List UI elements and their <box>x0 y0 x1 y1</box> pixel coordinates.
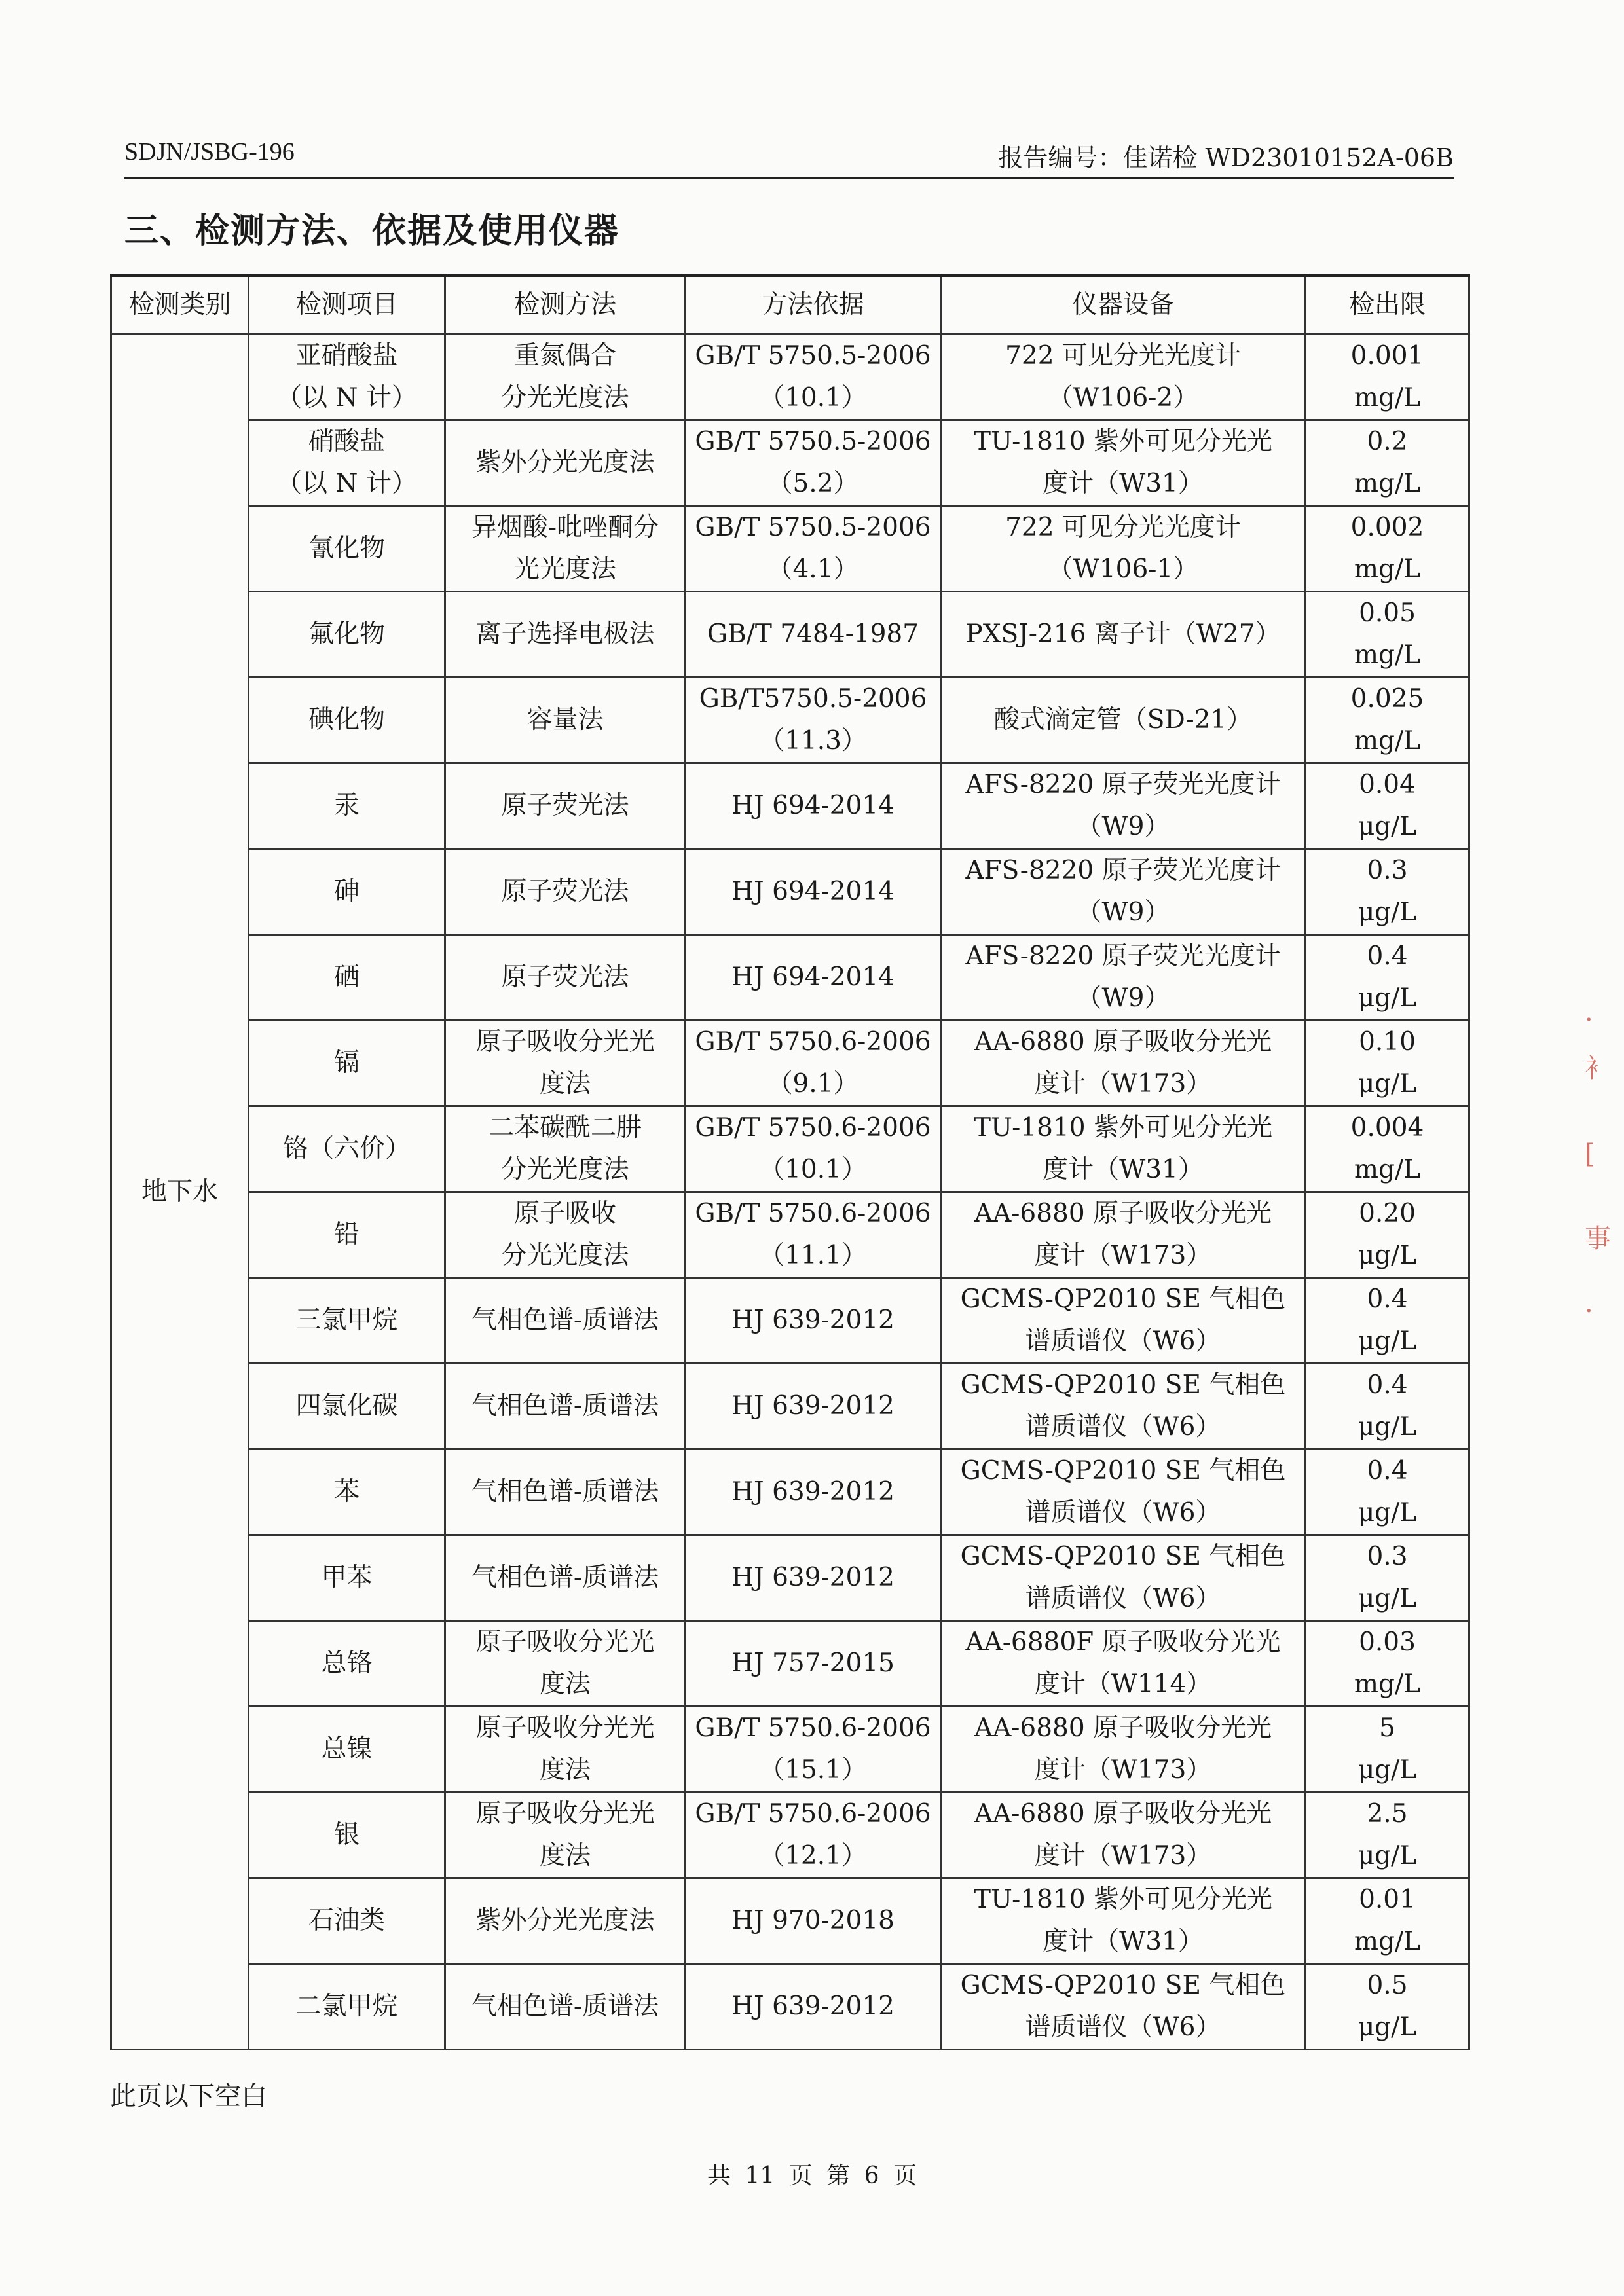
item-cell <box>249 678 445 763</box>
cell-line: mg/L <box>1354 383 1420 412</box>
limit-cell <box>1306 849 1469 935</box>
instrument-cell <box>941 935 1306 1021</box>
page-number: 共 11 页 第 6 页 <box>707 2162 917 2189</box>
cell-line: 原子吸收分光光 <box>475 1799 655 1829</box>
item-cell <box>249 1793 445 1878</box>
table-row <box>111 1021 1469 1106</box>
cell-line: μg/L <box>1357 1326 1417 1356</box>
cell-line: 度法 <box>539 1069 591 1099</box>
cell-line: 苯 <box>333 1477 360 1506</box>
instrument-cell <box>941 1364 1306 1449</box>
item-cell <box>249 1192 445 1278</box>
cell-line: μg/L <box>1357 1241 1417 1270</box>
cell-line: TU-1810 紫外可见分光光 <box>973 427 1273 456</box>
table-row <box>111 678 1469 763</box>
cell-line: （W9） <box>1076 898 1170 927</box>
item-cell <box>249 1535 445 1621</box>
cell-line: 原子荧光法 <box>501 877 629 906</box>
cell-line: 光光度法 <box>513 555 616 584</box>
cell-line: 二苯碳酰二肼 <box>488 1113 642 1142</box>
category-cell: 地下水 <box>111 335 249 2050</box>
cell-line: 紫外分光光度法 <box>475 448 655 477</box>
method-cell <box>445 420 686 506</box>
table-row <box>111 1621 1469 1707</box>
cell-line: PXSJ-216 离子计（W27） <box>965 619 1281 649</box>
column-header: 检测方法 <box>445 276 686 335</box>
cell-line: TU-1810 紫外可见分光光 <box>973 1885 1273 1914</box>
method-cell <box>445 935 686 1021</box>
cell-line: 氰化物 <box>308 534 385 563</box>
method-cell <box>445 678 686 763</box>
section-title: 三、检测方法、依据及使用仪器 <box>124 211 620 251</box>
cell-line: μg/L <box>1357 983 1417 1013</box>
cell-line: 度法 <box>539 1669 591 1699</box>
instrument-cell <box>941 1964 1306 2050</box>
cell-line: 原子吸收 <box>513 1199 616 1228</box>
cell-line: 重氮偶合 <box>513 341 616 371</box>
cell-line: AA-6880 原子吸收分光光 <box>974 1027 1272 1057</box>
limit-cell <box>1306 678 1469 763</box>
column-header: 方法依据 <box>686 276 941 335</box>
item-cell <box>249 506 445 592</box>
cell-line: 谱质谱仪（W6） <box>1025 2013 1221 2042</box>
item-cell <box>249 1278 445 1364</box>
instrument-cell <box>941 1878 1306 1964</box>
cell-line: HJ 694-2014 <box>731 877 895 906</box>
table-row <box>111 1449 1469 1535</box>
instrument-cell <box>941 335 1306 420</box>
cell-line: 0.04 <box>1359 770 1416 799</box>
cell-line: （W9） <box>1076 812 1170 841</box>
basis-cell <box>686 1878 941 1964</box>
basis-cell <box>686 849 941 935</box>
cell-line: AA-6880 原子吸收分光光 <box>974 1713 1272 1743</box>
cell-line: 度计（W173） <box>1034 1241 1212 1270</box>
table-row <box>111 592 1469 678</box>
cell-line: 度法 <box>539 1755 591 1785</box>
cell-line: 0.002 <box>1350 513 1424 542</box>
basis-cell <box>686 420 941 506</box>
cell-line: μg/L <box>1357 1584 1417 1613</box>
basis-cell <box>686 1364 941 1449</box>
cell-line: 0.5 <box>1367 1971 1408 2000</box>
table-row <box>111 1278 1469 1364</box>
basis-cell <box>686 506 941 592</box>
table-row <box>111 1707 1469 1793</box>
stamp-fragment: 事 <box>1585 1224 1611 1254</box>
table-row <box>111 1364 1469 1449</box>
cell-line: 镉 <box>333 1048 360 1078</box>
doc-code: SDJN/JSBG-196 <box>124 138 295 166</box>
cell-line: 氟化物 <box>308 619 385 649</box>
cell-line: mg/L <box>1354 640 1420 670</box>
cell-line: 原子吸收分光光 <box>475 1027 655 1057</box>
cell-line: 722 可见分光光度计 <box>1005 341 1241 371</box>
basis-cell <box>686 1621 941 1707</box>
cell-line: 铬（六价） <box>282 1134 411 1163</box>
cell-line: 度计（W173） <box>1034 1755 1212 1785</box>
method-cell <box>445 1449 686 1535</box>
basis-cell <box>686 1449 941 1535</box>
cell-line: 0.001 <box>1350 341 1424 371</box>
cell-line: μg/L <box>1357 2013 1417 2042</box>
cell-line: 总镍 <box>321 1734 373 1764</box>
basis-cell <box>686 763 941 849</box>
method-cell <box>445 1106 686 1192</box>
cell-line: （以 N 计） <box>276 383 417 412</box>
cell-line: （W106-2） <box>1047 383 1199 412</box>
cell-line: HJ 639-2012 <box>731 1992 895 2021</box>
cell-line: 0.025 <box>1350 684 1424 714</box>
cell-line: 气相色谱-质谱法 <box>471 1391 659 1421</box>
cell-line: 度法 <box>539 1841 591 1870</box>
instrument-cell <box>941 592 1306 678</box>
cell-line: HJ 639-2012 <box>731 1391 895 1421</box>
cell-line: GB/T 5750.6-2006 <box>695 1199 931 1228</box>
instrument-cell <box>941 1535 1306 1621</box>
cell-line: 亚硝酸盐 <box>295 341 398 371</box>
cell-line: 铅 <box>333 1220 360 1249</box>
item-cell <box>249 1364 445 1449</box>
cell-line: GB/T5750.5-2006 <box>699 684 927 714</box>
method-cell <box>445 335 686 420</box>
cell-line: （11.3） <box>759 726 867 756</box>
column-header: 检测类别 <box>111 276 249 335</box>
method-cell <box>445 592 686 678</box>
method-cell <box>445 1707 686 1793</box>
cell-line: GB/T 5750.6-2006 <box>695 1713 931 1743</box>
cell-line: 2.5 <box>1367 1799 1408 1829</box>
cell-line: 0.01 <box>1359 1885 1416 1914</box>
limit-cell <box>1306 1535 1469 1621</box>
cell-line: 原子吸收分光光 <box>475 1713 655 1743</box>
cell-line: 总铬 <box>321 1649 373 1678</box>
cell-line: 硒 <box>333 962 360 992</box>
cell-line: 0.03 <box>1359 1628 1416 1657</box>
method-cell <box>445 1793 686 1878</box>
cell-line: 气相色谱-质谱法 <box>471 1563 659 1592</box>
item-cell <box>249 1878 445 1964</box>
instrument-cell <box>941 1021 1306 1106</box>
method-cell <box>445 1364 686 1449</box>
cell-line: 四氯化碳 <box>295 1391 398 1421</box>
report-number: 报告编号：佳诺检 WD23010152A-06B <box>998 143 1454 172</box>
cell-line: 0.4 <box>1367 1285 1408 1314</box>
cell-line: GB/T 5750.5-2006 <box>695 341 931 371</box>
table-row <box>111 1106 1469 1192</box>
cell-line: 度计（W114） <box>1034 1669 1212 1699</box>
stamp-fragment: · <box>1585 1005 1593 1035</box>
cell-line: mg/L <box>1354 726 1420 756</box>
cell-line: （9.1） <box>767 1069 859 1099</box>
instrument-cell <box>941 1449 1306 1535</box>
item-cell <box>249 420 445 506</box>
cell-line: μg/L <box>1357 1412 1417 1442</box>
cell-line: 原子荧光法 <box>501 962 629 992</box>
instrument-cell <box>941 849 1306 935</box>
cell-line: μg/L <box>1357 1841 1417 1870</box>
cell-line: 722 可见分光光度计 <box>1005 513 1241 542</box>
limit-cell <box>1306 935 1469 1021</box>
cell-line: HJ 694-2014 <box>731 791 895 820</box>
cell-line: μg/L <box>1357 1498 1417 1527</box>
limit-cell <box>1306 1878 1469 1964</box>
item-cell <box>249 763 445 849</box>
limit-cell <box>1306 1278 1469 1364</box>
cell-line: 0.4 <box>1367 1370 1408 1400</box>
instrument-cell <box>941 1707 1306 1793</box>
cell-line: GB/T 5750.6-2006 <box>695 1799 931 1829</box>
table-row <box>111 1535 1469 1621</box>
cell-line: AA-6880F 原子吸收分光光 <box>965 1628 1281 1657</box>
cell-line: 酸式滴定管（SD-21） <box>993 705 1253 735</box>
cell-line: mg/L <box>1354 469 1420 498</box>
instrument-cell <box>941 420 1306 506</box>
table-row <box>111 1793 1469 1878</box>
methods-table <box>110 274 1470 2050</box>
blank-below-note: 此页以下空白 <box>110 2081 267 2111</box>
cell-line: AA-6880 原子吸收分光光 <box>974 1199 1272 1228</box>
basis-cell <box>686 592 941 678</box>
cell-line: （4.1） <box>767 555 859 584</box>
cell-line: 原子荧光法 <box>501 791 629 820</box>
cell-line: （5.2） <box>767 469 859 498</box>
cell-line: （10.1） <box>759 1155 867 1184</box>
limit-cell <box>1306 1707 1469 1793</box>
cell-line: 0.05 <box>1359 598 1416 628</box>
cell-line: 异烟酸-吡唑酮分 <box>471 513 659 542</box>
cell-line: 容量法 <box>526 705 604 735</box>
item-cell <box>249 592 445 678</box>
basis-cell <box>686 1106 941 1192</box>
cell-line: GB/T 7484-1987 <box>707 619 919 649</box>
instrument-cell <box>941 506 1306 592</box>
cell-line: GCMS-QP2010 SE 气相色 <box>960 1285 1286 1314</box>
cell-line: GCMS-QP2010 SE 气相色 <box>960 1370 1286 1400</box>
page-header <box>124 131 1454 179</box>
cell-line: 度计（W31） <box>1043 1927 1204 1956</box>
table-row <box>111 335 1469 420</box>
cell-line: GB/T 5750.6-2006 <box>695 1113 931 1142</box>
cell-line: GCMS-QP2010 SE 气相色 <box>960 1456 1286 1485</box>
basis-cell <box>686 1021 941 1106</box>
cell-line: 0.3 <box>1367 1542 1408 1571</box>
cell-line: μg/L <box>1357 812 1417 841</box>
item-cell <box>249 1106 445 1192</box>
cell-line: （12.1） <box>759 1841 867 1870</box>
cell-line: 分光光度法 <box>501 1241 629 1270</box>
instrument-cell <box>941 678 1306 763</box>
item-cell <box>249 1621 445 1707</box>
instrument-cell <box>941 1621 1306 1707</box>
cell-line: 离子选择电极法 <box>475 619 655 649</box>
basis-cell <box>686 1793 941 1878</box>
limit-cell <box>1306 763 1469 849</box>
stamp-fragment: [ <box>1585 1139 1595 1169</box>
stamp-fragment: 衤 <box>1585 1053 1611 1084</box>
instrument-cell <box>941 763 1306 849</box>
method-cell <box>445 1878 686 1964</box>
cell-line: HJ 639-2012 <box>731 1305 895 1335</box>
item-cell <box>249 1707 445 1793</box>
cell-line: GCMS-QP2010 SE 气相色 <box>960 1971 1286 2000</box>
cell-line: HJ 639-2012 <box>731 1563 895 1592</box>
instrument-cell <box>941 1793 1306 1878</box>
cell-line: 5 <box>1379 1713 1395 1743</box>
basis-cell <box>686 935 941 1021</box>
limit-cell <box>1306 1449 1469 1535</box>
cell-line: GB/T 5750.6-2006 <box>695 1027 931 1057</box>
cell-line: 二氯甲烷 <box>295 1992 398 2021</box>
cell-line: μg/L <box>1357 1755 1417 1785</box>
cell-line: 三氯甲烷 <box>295 1305 398 1335</box>
cell-line: AFS-8220 原子荧光光度计 <box>965 941 1281 971</box>
item-cell <box>249 335 445 420</box>
cell-line: μg/L <box>1357 1069 1417 1099</box>
cell-line: GB/T 5750.5-2006 <box>695 513 931 542</box>
cell-line: （11.1） <box>759 1241 867 1270</box>
basis-cell <box>686 1535 941 1621</box>
limit-cell <box>1306 1621 1469 1707</box>
cell-line: mg/L <box>1354 555 1420 584</box>
column-header: 检测项目 <box>249 276 445 335</box>
cell-line: μg/L <box>1357 898 1417 927</box>
cell-line: 分光光度法 <box>501 1155 629 1184</box>
stamp-fragment: · <box>1585 1296 1593 1326</box>
table-row <box>111 849 1469 935</box>
cell-line: 甲苯 <box>321 1563 373 1592</box>
limit-cell <box>1306 1192 1469 1278</box>
item-cell <box>249 1021 445 1106</box>
cell-line: 碘化物 <box>308 705 385 735</box>
table-row <box>111 506 1469 592</box>
instrument-cell <box>941 1192 1306 1278</box>
table-row <box>111 935 1469 1021</box>
cell-line: HJ 970-2018 <box>731 1906 895 1935</box>
cell-line: （15.1） <box>759 1755 867 1785</box>
cell-line: GB/T 5750.5-2006 <box>695 427 931 456</box>
method-cell <box>445 1278 686 1364</box>
item-cell <box>249 1964 445 2050</box>
cell-line: （以 N 计） <box>276 469 417 498</box>
cell-line: 汞 <box>333 791 360 820</box>
cell-line: mg/L <box>1354 1155 1420 1184</box>
cell-line: AFS-8220 原子荧光光度计 <box>965 856 1281 885</box>
cell-line: 谱质谱仪（W6） <box>1025 1584 1221 1613</box>
cell-line: 度计（W31） <box>1043 1155 1204 1184</box>
limit-cell <box>1306 1364 1469 1449</box>
limit-cell <box>1306 1793 1469 1878</box>
cell-line: （W9） <box>1076 983 1170 1013</box>
cell-line: 0.10 <box>1359 1027 1416 1057</box>
cell-line: mg/L <box>1354 1927 1420 1956</box>
cell-line: 原子吸收分光光 <box>475 1628 655 1657</box>
basis-cell <box>686 1964 941 2050</box>
limit-cell <box>1306 1964 1469 2050</box>
cell-line: 谱质谱仪（W6） <box>1025 1412 1221 1442</box>
cell-line: 0.3 <box>1367 856 1408 885</box>
method-cell <box>445 1621 686 1707</box>
method-cell <box>445 1021 686 1106</box>
cell-line: AFS-8220 原子荧光光度计 <box>965 770 1281 799</box>
cell-line: 银 <box>333 1820 360 1850</box>
cell-line: 砷 <box>333 877 360 906</box>
cell-line: 度计（W173） <box>1034 1069 1212 1099</box>
instrument-cell <box>941 1106 1306 1192</box>
basis-cell <box>686 1192 941 1278</box>
method-cell <box>445 849 686 935</box>
method-cell <box>445 1964 686 2050</box>
limit-cell <box>1306 592 1469 678</box>
cell-line: HJ 639-2012 <box>731 1477 895 1506</box>
cell-line: 0.20 <box>1359 1199 1416 1228</box>
cell-line: 紫外分光光度法 <box>475 1906 655 1935</box>
cell-line: （10.1） <box>759 383 867 412</box>
cell-line: AA-6880 原子吸收分光光 <box>974 1799 1272 1829</box>
basis-cell <box>686 1707 941 1793</box>
limit-cell <box>1306 1106 1469 1192</box>
cell-line: 硝酸盐 <box>308 427 385 456</box>
cell-line: 0.4 <box>1367 941 1408 971</box>
cell-line: 度计（W173） <box>1034 1841 1212 1870</box>
item-cell <box>249 935 445 1021</box>
cell-line: 0.004 <box>1350 1113 1424 1142</box>
cell-line: 0.2 <box>1367 427 1408 456</box>
basis-cell <box>686 678 941 763</box>
cell-line: 石油类 <box>308 1906 385 1935</box>
cell-line: （W106-1） <box>1047 555 1199 584</box>
method-cell <box>445 1535 686 1621</box>
cell-line: 谱质谱仪（W6） <box>1025 1498 1221 1527</box>
cell-line: 气相色谱-质谱法 <box>471 1305 659 1335</box>
table-row <box>111 763 1469 849</box>
table-header-row <box>111 276 1469 335</box>
table-row <box>111 1964 1469 2050</box>
column-header: 仪器设备 <box>941 276 1306 335</box>
table-row <box>111 420 1469 506</box>
limit-cell <box>1306 335 1469 420</box>
cell-line: HJ 757-2015 <box>731 1649 895 1678</box>
basis-cell <box>686 1278 941 1364</box>
cell-line: mg/L <box>1354 1669 1420 1699</box>
limit-cell <box>1306 506 1469 592</box>
table-row <box>111 1192 1469 1278</box>
column-header: 检出限 <box>1306 276 1469 335</box>
method-cell <box>445 506 686 592</box>
cell-line: 度计（W31） <box>1043 469 1204 498</box>
cell-line: HJ 694-2014 <box>731 962 895 992</box>
cell-line: 分光光度法 <box>501 383 629 412</box>
cell-line: 0.4 <box>1367 1456 1408 1485</box>
limit-cell <box>1306 420 1469 506</box>
cell-line: GCMS-QP2010 SE 气相色 <box>960 1542 1286 1571</box>
item-cell <box>249 849 445 935</box>
method-cell <box>445 763 686 849</box>
item-cell <box>249 1449 445 1535</box>
cell-line: 气相色谱-质谱法 <box>471 1477 659 1506</box>
method-cell <box>445 1192 686 1278</box>
cell-line: 谱质谱仪（W6） <box>1025 1326 1221 1356</box>
limit-cell <box>1306 1021 1469 1106</box>
table-row <box>111 1878 1469 1964</box>
cell-line: 气相色谱-质谱法 <box>471 1992 659 2021</box>
cell-line: TU-1810 紫外可见分光光 <box>973 1113 1273 1142</box>
instrument-cell <box>941 1278 1306 1364</box>
basis-cell <box>686 335 941 420</box>
